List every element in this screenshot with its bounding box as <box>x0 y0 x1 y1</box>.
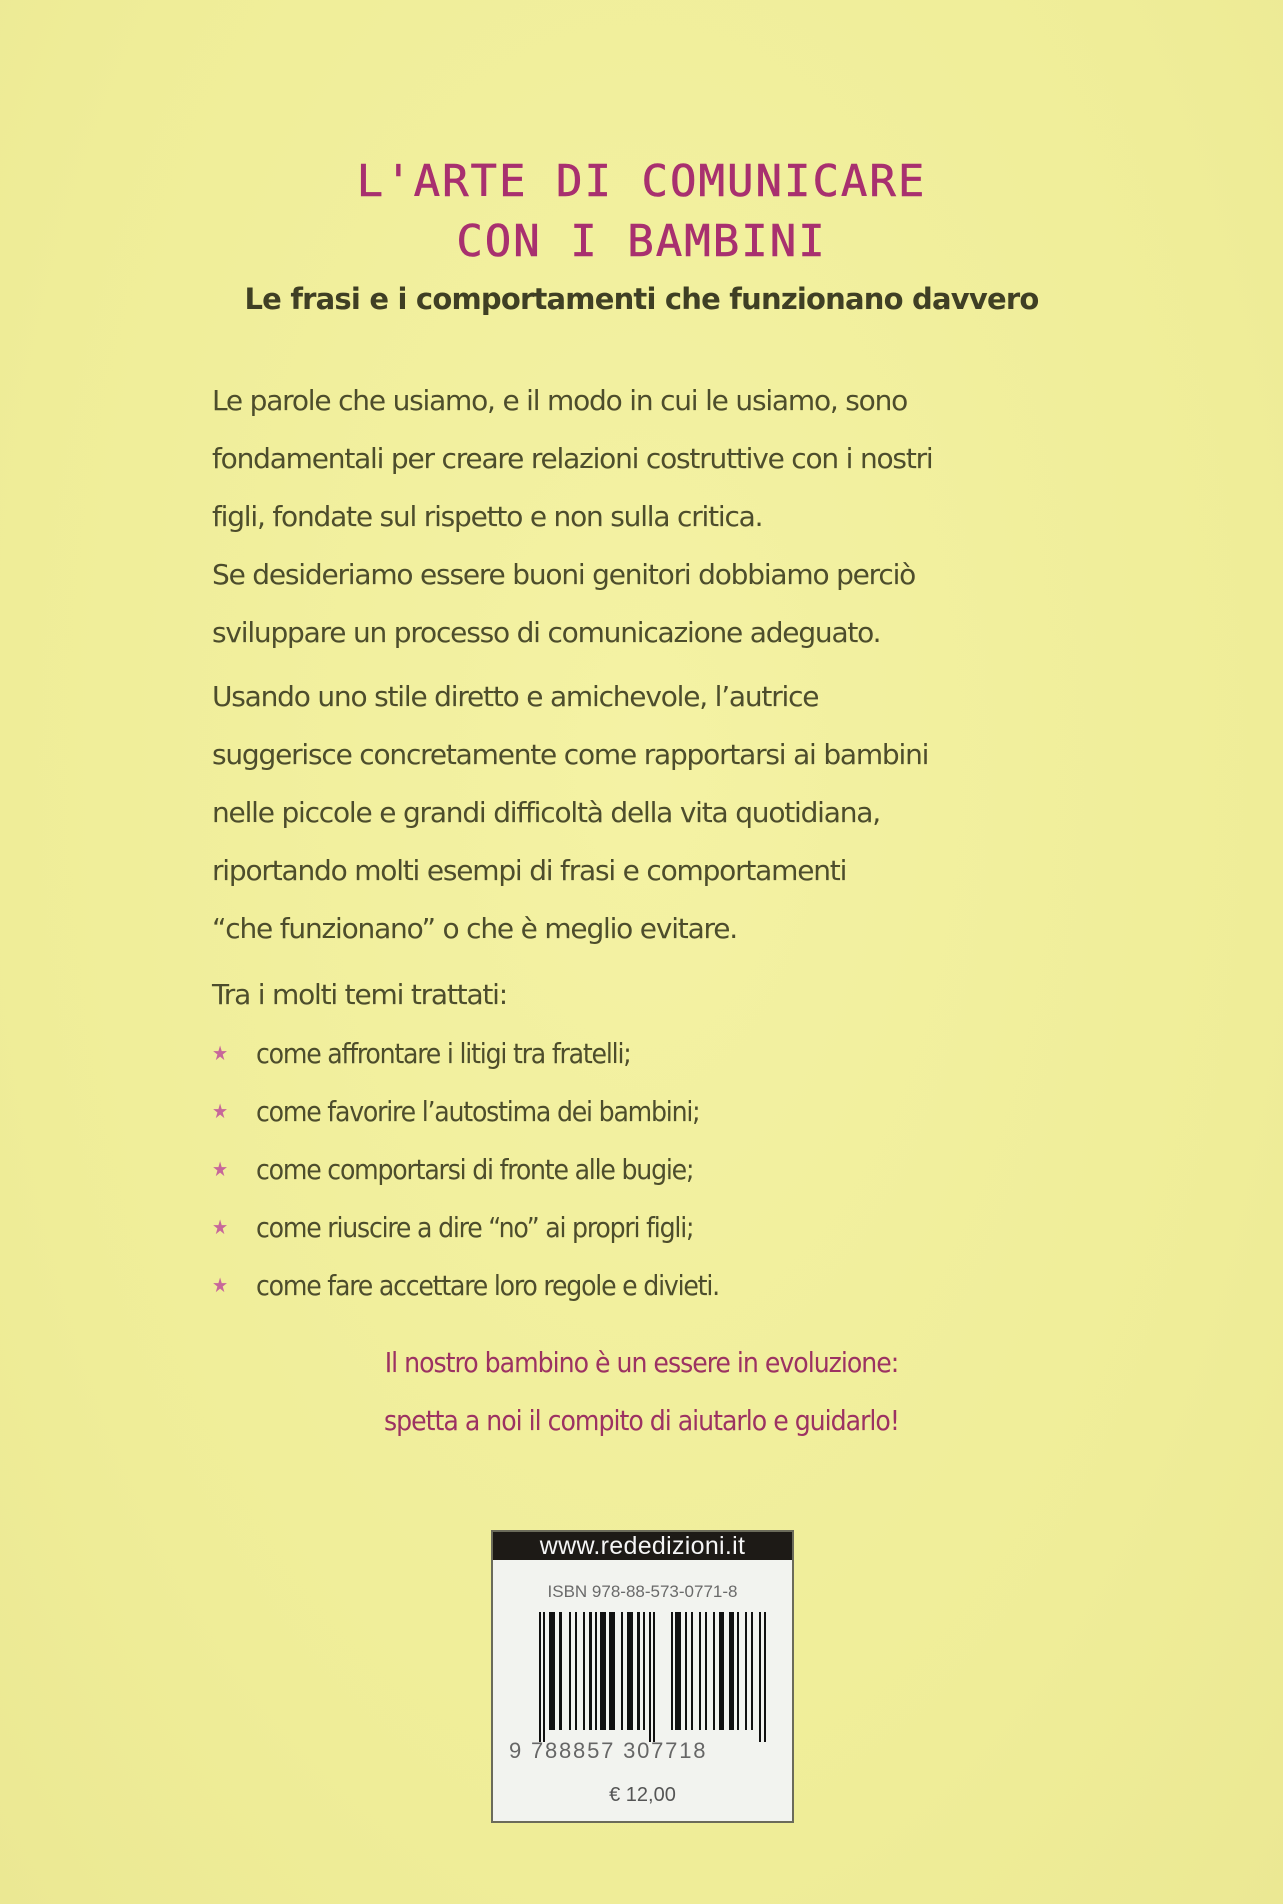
text-line: suggerisce concretamente come rapportarsi ai bambini <box>212 738 929 771</box>
list-item-text: come comportarsi di fronte alle bugie; <box>256 1152 694 1186</box>
isbn-label: ISBN 978-88-573-0771-8 <box>547 1582 738 1601</box>
star-icon: ★ <box>212 1273 227 1297</box>
topics-intro-text: Tra i molti temi trattati: <box>212 978 507 1011</box>
list-item-text: come favorire l’autostima dei bambini; <box>256 1094 700 1128</box>
barcode-box <box>491 1530 794 1823</box>
text-line: riportando molti esempi di frasi e comportamenti <box>212 854 847 887</box>
text-line: nelle piccole e grandi difficoltà della vita quotidiana, <box>212 796 880 829</box>
list-item <box>212 1256 719 1314</box>
list-item-text: come affrontare i litigi tra fratelli; <box>256 1036 631 1070</box>
list-item <box>212 1140 719 1198</box>
star-icon: ★ <box>212 1157 227 1181</box>
list-item-text: come riuscire a dire “no” ai propri figli; <box>256 1210 694 1244</box>
topics-intro <box>212 966 1112 1024</box>
text-line: figli, fondate sul rispetto e non sulla critica. <box>212 500 763 533</box>
text-line: sviluppare un processo di comunicazione adeguato. <box>212 616 881 649</box>
list-item <box>212 1024 719 1082</box>
text-line: “che funzionano” o che è meglio evitare. <box>212 912 737 945</box>
text-line: Usando uno stile diretto e amichevole, l’autrice <box>212 680 819 713</box>
star-icon: ★ <box>212 1041 227 1065</box>
star-icon: ★ <box>212 1099 227 1123</box>
text-line: Le parole che usiamo, e il modo in cui le usiamo, sono <box>212 384 908 417</box>
paragraph-2 <box>212 668 1112 958</box>
price-label: € 12,00 <box>609 1784 676 1806</box>
star-icon: ★ <box>212 1215 227 1239</box>
book-title-line-2: CON I BAMBINI <box>456 216 827 267</box>
list-item <box>212 1198 719 1256</box>
publisher-url: www.rededizioni.it <box>493 1532 792 1560</box>
book-subtitle: Le frasi e i comportamenti che funzionano davvero <box>244 282 1039 316</box>
list-item-text: come fare accettare loro regole e divieti. <box>256 1268 719 1302</box>
barcode-digits: 9 788857 307718 <box>509 1738 708 1763</box>
book-title-line-1: L'ARTE DI COMUNICARE <box>356 156 927 207</box>
text-line: Se desideriamo essere buoni genitori dobbiamo perciò <box>212 558 916 591</box>
list-item <box>212 1082 719 1140</box>
text-line: fondamentali per creare relazioni costruttive con i nostri <box>212 442 933 475</box>
paragraph-1 <box>212 372 1112 662</box>
topics-list <box>212 1024 719 1314</box>
closing-line-2: spetta a noi il compito di aiutarlo e guidarlo! <box>384 1404 899 1437</box>
closing-line-1: Il nostro bambino è un essere in evoluzione: <box>384 1346 899 1379</box>
barcode-icon <box>537 1612 769 1742</box>
